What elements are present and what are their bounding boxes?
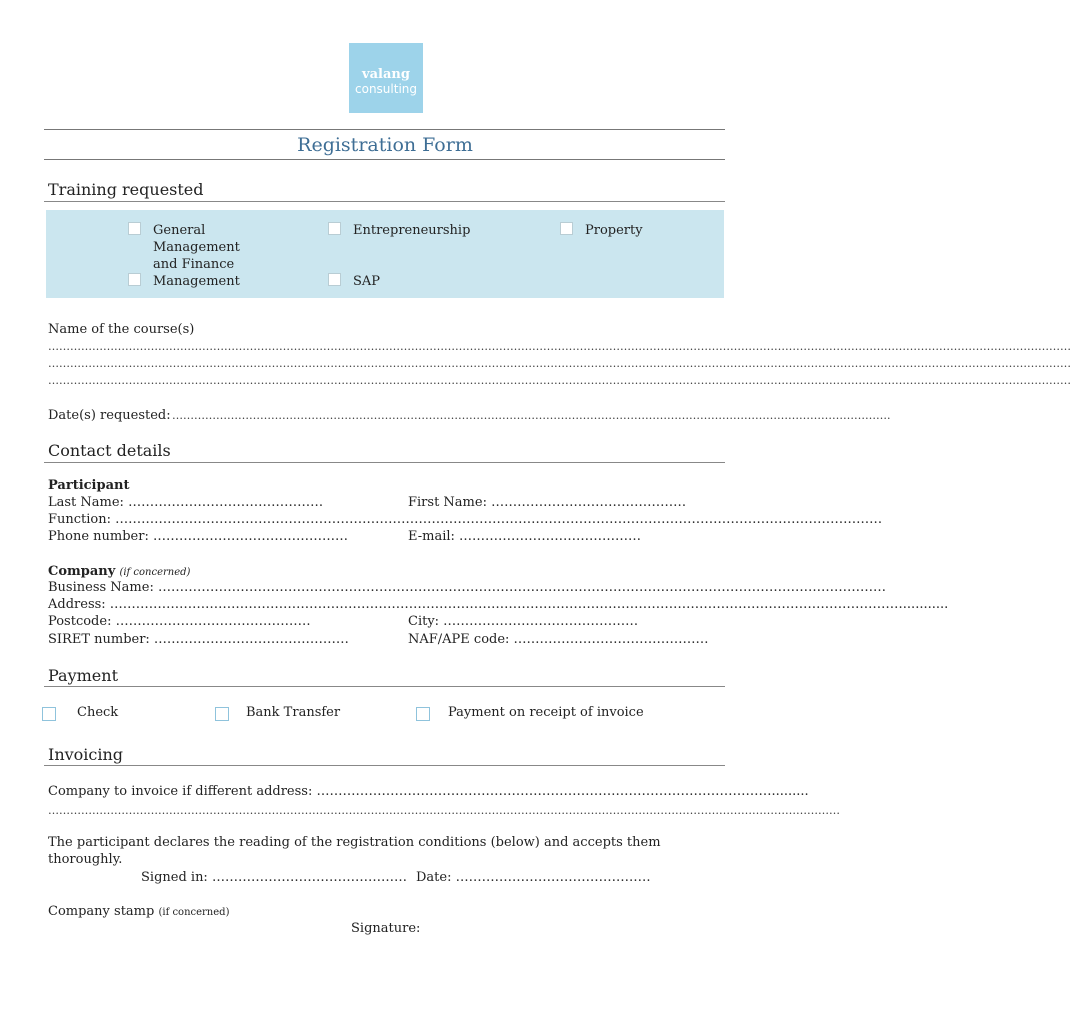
checkbox-general-management-2[interactable] xyxy=(128,273,141,286)
option-sap-label: SAP xyxy=(353,274,381,289)
option-general-management-label: General Management and Finance Management xyxy=(153,223,240,289)
section-invoicing-heading: Invoicing xyxy=(48,745,124,764)
dates-requested-field[interactable]: ……………………………………………………………………………………………………………………………………………………………………………. xyxy=(172,409,891,422)
course-name-label: Name of the course(s) xyxy=(48,322,195,337)
company-note: (if concerned) xyxy=(119,567,191,578)
signed-in-field[interactable]: Signed in: ……………………………………… xyxy=(141,870,407,885)
course-line-3[interactable]: ……………………………………………………………………………………………………………………………………………………………………………………………………………………………………………………… xyxy=(48,374,1071,387)
checkbox-property[interactable] xyxy=(560,222,573,235)
declaration-text: The participant declares the reading of the registration conditions (below) and accepts them thoroughly. xyxy=(48,835,661,867)
company-heading-text: Company xyxy=(48,564,116,579)
email-field[interactable]: E-mail: …………………………………… xyxy=(408,529,642,544)
checkbox-check[interactable] xyxy=(42,707,56,721)
business-name-field[interactable]: Business Name: …………………………………………………………………………………………………………………………………………………… xyxy=(48,580,886,595)
siret-field[interactable]: SIRET number: ……………………………………… xyxy=(48,632,349,647)
section-payment-rule xyxy=(44,686,725,687)
section-contact-rule xyxy=(44,462,725,463)
company-stamp-note: (if concerned) xyxy=(158,907,230,918)
page-title: Registration Form xyxy=(297,134,473,156)
checkbox-general-management[interactable] xyxy=(128,222,141,235)
checkbox-sap[interactable] xyxy=(328,273,341,286)
first-name-field[interactable]: First Name: ……………………………………… xyxy=(408,495,687,510)
section-training-heading: Training requested xyxy=(48,180,204,199)
invoice-company-field[interactable]: Company to invoice if different address: ……………………………………………………………………………………………......... xyxy=(48,784,809,799)
last-name-field[interactable]: Last Name: ……………………………………… xyxy=(48,495,324,510)
company-logo xyxy=(349,43,423,113)
payment-check-label: Check xyxy=(77,705,119,720)
section-invoicing-rule xyxy=(44,765,725,766)
checkbox-bank-transfer[interactable] xyxy=(215,707,229,721)
title-rule-bottom xyxy=(44,159,725,160)
postcode-field[interactable]: Postcode: ……………………………………… xyxy=(48,614,311,629)
logo-line1: valang xyxy=(362,67,410,82)
checkbox-receipt-of-invoice[interactable] xyxy=(416,707,430,721)
phone-field[interactable]: Phone number: ……………………………………… xyxy=(48,529,348,544)
section-contact-heading: Contact details xyxy=(48,441,171,460)
option-entrepreneurship-label: Entrepreneurship xyxy=(353,223,471,238)
section-payment-heading: Payment xyxy=(48,666,118,685)
address-field[interactable]: Address: …………………………………………………………………………………………………………………………………………………………………........... xyxy=(48,597,949,612)
title-rule-top xyxy=(44,129,725,130)
section-training-rule xyxy=(44,201,725,202)
company-stamp-label xyxy=(48,903,229,921)
course-line-1[interactable]: ……………………………………………………………………………………………………………………………………………………………………………………………………………………………………………………… xyxy=(48,340,1071,353)
signature-label: Signature: xyxy=(351,921,421,936)
dates-requested-label: Date(s) requested: xyxy=(48,408,171,423)
function-field[interactable]: Function: …………………………………………………………………………………………………………………………………………………………… xyxy=(48,512,883,527)
course-line-2[interactable]: ……………………………………………………………………………………………………………………………………………………………………………………………………………………………………………………… xyxy=(48,357,1071,370)
invoice-line-2[interactable]: ……………………………………………………………………………………………………………………………………………………………………………………………… xyxy=(48,804,840,817)
company-stamp-text: Company stamp xyxy=(48,904,155,919)
naf-field[interactable]: NAF/APE code: ……………………………………… xyxy=(408,632,709,647)
option-property-label: Property xyxy=(585,223,643,238)
city-field[interactable]: City: ……………………………………… xyxy=(408,614,639,629)
checkbox-entrepreneurship[interactable] xyxy=(328,222,341,235)
participant-heading-text: Participant xyxy=(48,478,130,493)
payment-bank-transfer-label: Bank Transfer xyxy=(246,705,341,720)
sign-date-field[interactable]: Date: ……………………………………… xyxy=(416,870,651,885)
payment-receipt-label: Payment on receipt of invoice xyxy=(448,705,644,720)
logo-line2: consulting xyxy=(355,82,417,96)
participant-heading xyxy=(48,477,129,494)
